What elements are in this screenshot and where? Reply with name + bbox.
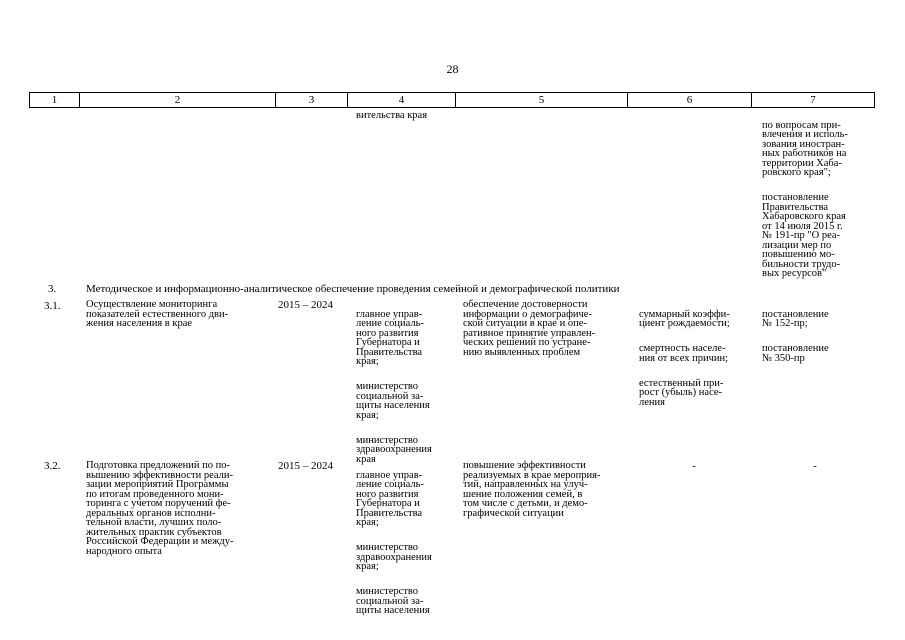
continuation-document-text: постановление Правительства Хабаровского края от 14 июля 2015 г. № 191-пр "О реа- лизации мер по повышению мо- бильности трудо- вых ресурсов" — [762, 192, 846, 279]
row-executors — [356, 300, 458, 480]
row-indicators-dash: - — [692, 460, 696, 472]
executor-item: главное управ- ление социаль- ного развития Губернатора и Правительства края; — [356, 308, 424, 367]
indicator-item: смертность населе- ния от всех причин; — [639, 343, 729, 364]
executor-item: министерство социальной за- щиты населения края; — [356, 381, 430, 421]
row-executors — [356, 461, 458, 631]
row-name: Осуществление мониторинга показателей естественного дви- жения населения в крае — [86, 299, 229, 329]
column-header-4: 4 — [348, 93, 456, 108]
indicator-item: суммарный коэффи- циент рождаемости; — [639, 308, 730, 329]
row-result: обеспечение достоверности информации о демографиче- ской ситуации в крае и опе- ративное принятие управлен- ческих решений по устране- нию выявленных проблем — [463, 299, 596, 358]
continuation-documents — [762, 111, 874, 294]
document-item: постановление № 152-пр; — [762, 308, 829, 329]
row-number: 3.1. — [44, 300, 61, 312]
executor-item: министерство здравоохранения края — [356, 434, 432, 465]
executor-item: главное управ- ление социаль- ного развития Губернатора и Правительства края; — [356, 469, 424, 528]
row-documents-dash: - — [813, 460, 817, 472]
executor-item: министерство социальной за- щиты населения — [356, 586, 430, 616]
row-period: 2015 – 2024 — [278, 460, 333, 472]
executor-item: министерство здравоохранения края; — [356, 542, 432, 572]
column-header-table — [29, 92, 875, 108]
section-title: Методическое и информационно-аналитическое обеспечение проведения семейной и демографической политики — [86, 283, 620, 295]
row-result: повышение эффективности реализуемых в крае мероприя- тий, направленных на улуч- шение положения семей, в том числе с детьми, и демо- графической ситуации — [463, 460, 601, 519]
column-header-1: 1 — [30, 93, 80, 108]
column-header-row — [30, 93, 875, 108]
column-header-2: 2 — [80, 93, 276, 108]
section-number: 3. — [48, 283, 57, 295]
continuation-document-text: по вопросам при- влечения и исполь- зования иностран- ных работников на территории Хаба- ровского края"; — [762, 119, 848, 178]
row-number: 3.2. — [44, 460, 61, 472]
row-name: Подготовка предложений по по- вышению эффективности реали- зации мероприятий Программы по итогам проведенного мони- торинга с учетом поручений фе- деральных органов исполни- тельной власти, лучших поло- жительных практик субъектов Российской Федерации и между- народного опыта — [86, 460, 234, 557]
row-period: 2015 – 2024 — [278, 299, 333, 311]
row-documents — [762, 300, 874, 379]
column-header-7: 7 — [752, 93, 875, 108]
column-header-3: 3 — [276, 93, 348, 108]
column-header-5: 5 — [456, 93, 628, 108]
page-number: 28 — [446, 62, 459, 76]
continuation-executor: вительства края — [356, 110, 428, 121]
indicator-item: естественный при- рост (убыль) насе- ления — [639, 377, 724, 408]
row-indicators — [639, 300, 759, 423]
document-item: постановление № 350-пр — [762, 343, 829, 364]
column-header-6: 6 — [628, 93, 752, 108]
